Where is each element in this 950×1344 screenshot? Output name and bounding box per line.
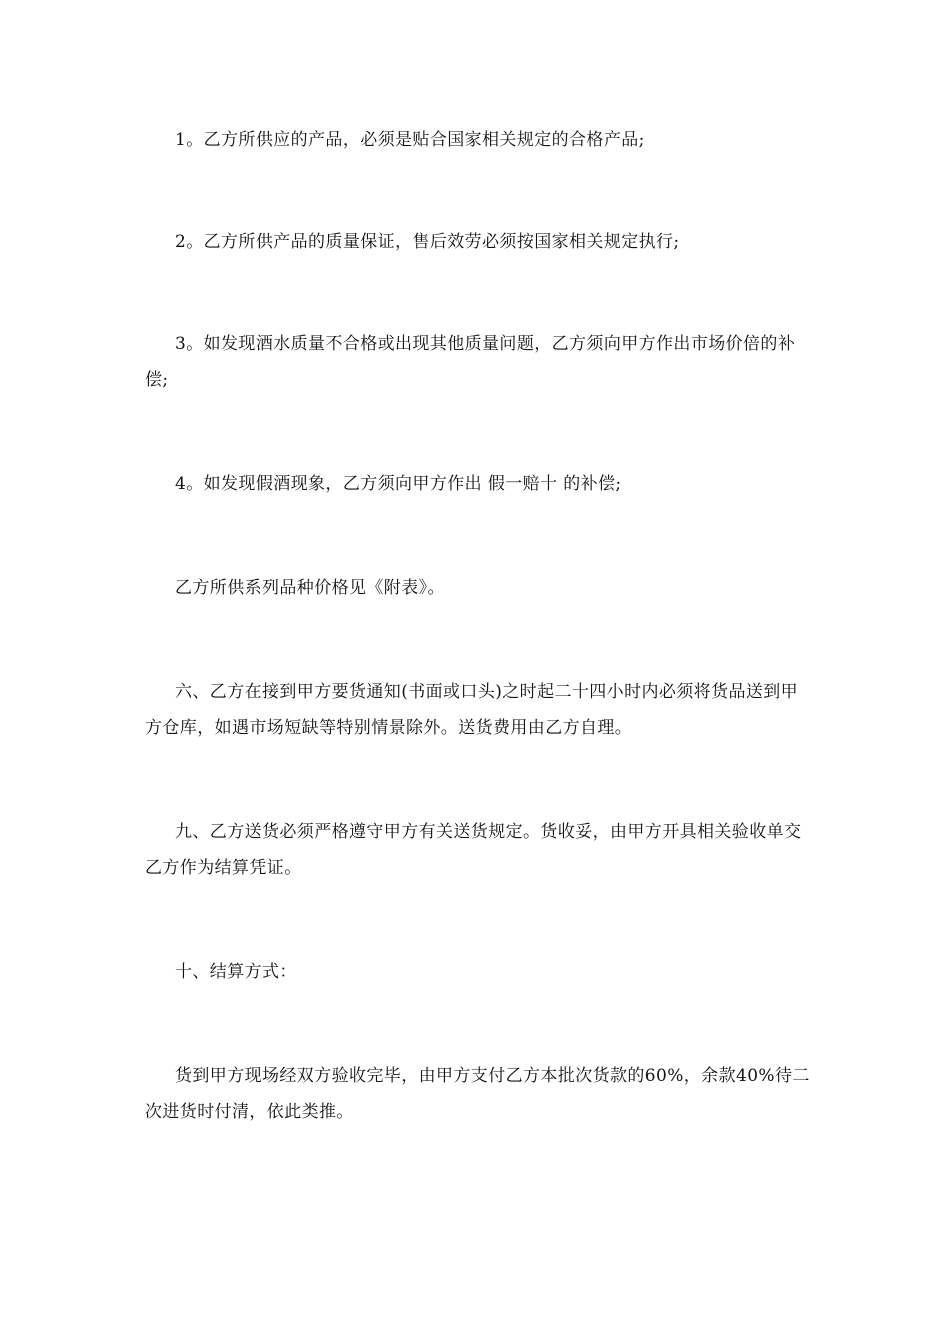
clause-4-paragraph: 4。如发现假酒现象，乙方须向甲方作出 假一赔十 的补偿; — [175, 474, 622, 494]
clause-3-paragraph: 3。如发现酒水质量不合格或出现其他质量问题，乙方须向甲方作出市场价倍的补偿; — [145, 334, 796, 390]
price-list-paragraph: 乙方所供系列品种价格见《附表》。 — [175, 578, 445, 598]
settlement-paragraph: 货到甲方现场经双方验收完毕，由甲方支付乙方本批次货款的60%，余款40%待二次进货时付清，依此类推。 — [145, 1066, 810, 1122]
clause-1-paragraph: 1。乙方所供应的产品，必须是贴合国家相关规定的合格产品; — [175, 130, 645, 150]
clause-2-paragraph: 2。乙方所供产品的质量保证，售后效劳必须按国家相关规定执行; — [175, 232, 680, 252]
section-6-paragraph: 六、乙方在接到甲方要货通知(书面或口头)之时起二十四小时内必须将货品送到甲方仓库，如遇市场短缺等特别情景除外。送货费用由乙方自理。 — [145, 682, 799, 738]
section-10-heading: 十、结算方式： — [175, 962, 297, 982]
section-9-paragraph: 九、乙方送货必须严格遵守甲方有关送货规定。货收妥，由甲方开具相关验收单交乙方作为结算凭证。 — [145, 822, 802, 878]
